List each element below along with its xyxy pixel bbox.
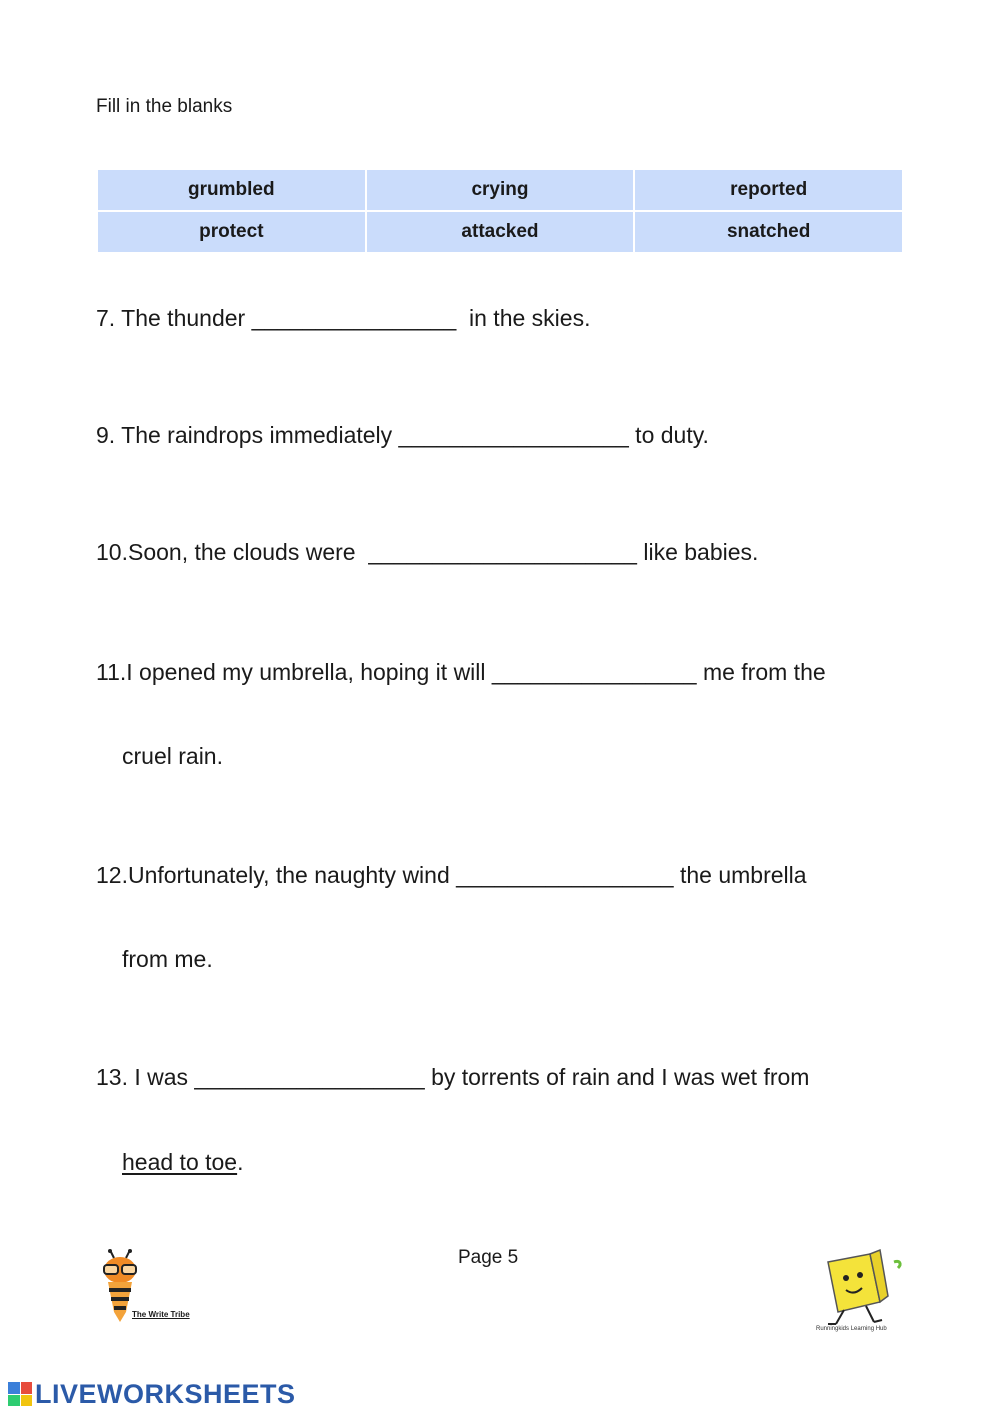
question-12: 12.Unfortunately, the naughty wind _________________ the umbrella xyxy=(96,862,807,888)
question-11: 11.I opened my umbrella, hoping it will ________________ me from the xyxy=(96,659,826,685)
liveworksheets-brand xyxy=(8,1380,296,1408)
write-tribe-logo xyxy=(96,1248,208,1328)
question-13: 13. I was __________________ by torrents of rain and I was wet from xyxy=(96,1064,810,1090)
question-12-continuation: from me. xyxy=(122,946,213,972)
runningkids-logo xyxy=(808,1244,908,1344)
word-bank-cell: reported xyxy=(635,170,902,210)
word-bank-cell: grumbled xyxy=(98,170,365,210)
instruction-heading: Fill in the blanks xyxy=(96,96,233,117)
word-bank-row xyxy=(98,170,902,210)
page-number: Page 5 xyxy=(458,1247,519,1268)
word-bank-table xyxy=(96,168,904,254)
runningkids-logo-text: Runningkids Learning Hub xyxy=(816,1326,887,1332)
underlined-phrase: head to toe xyxy=(122,1149,238,1175)
word-bank-row xyxy=(98,212,902,252)
liveworksheets-text: LIVEWORKSHEETS xyxy=(35,1378,296,1409)
question-13-continuation xyxy=(122,1149,244,1176)
word-bank-cell: snatched xyxy=(635,212,902,252)
word-bank-cell: attacked xyxy=(367,212,634,252)
question-10: 10.Soon, the clouds were _____________________ like babies. xyxy=(96,539,759,565)
word-bank-cell: crying xyxy=(367,170,634,210)
question-11-continuation: cruel rain. xyxy=(122,743,223,769)
write-tribe-logo-text: The Write Tribe xyxy=(132,1310,190,1319)
liveworksheets-blocks-icon xyxy=(8,1382,32,1406)
question-9: 9. The raindrops immediately __________________ to duty. xyxy=(96,422,709,448)
question-7: 7. The thunder ________________ in the skies. xyxy=(96,305,591,331)
word-bank-cell: protect xyxy=(98,212,365,252)
sentence-end: . xyxy=(237,1149,244,1175)
